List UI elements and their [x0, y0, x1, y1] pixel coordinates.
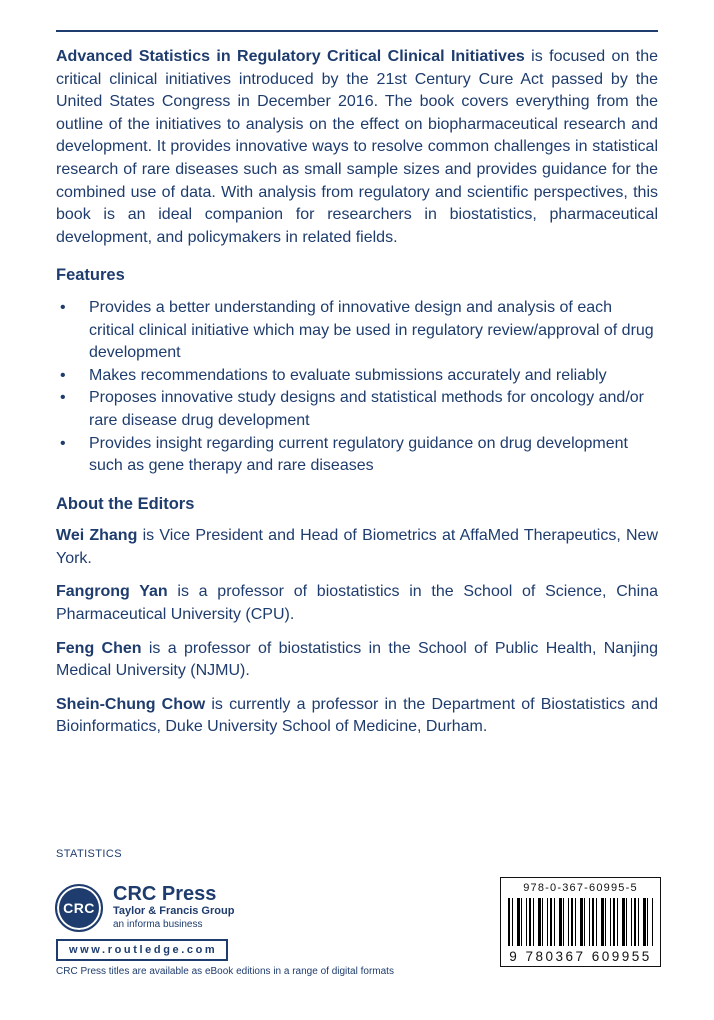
editor-text: is a professor of biostatistics in the School of Science, China Pharmaceutical University (CPU).	[56, 583, 658, 624]
feature-text: Proposes innovative study designs and statistical methods for oncology and/or rare disease drug development	[89, 389, 644, 429]
editor-text: is Vice President and Head of Biometrics at AffaMed Therapeutics, New York.	[56, 527, 659, 567]
book-description	[56, 46, 658, 249]
publisher-group: Taylor & Francis Group	[113, 905, 235, 918]
editor-name: Feng Chen	[56, 639, 142, 657]
isbn-number-bottom: 9 780367 609955	[509, 949, 652, 964]
editor-name: Shein-Chung Chow	[56, 695, 206, 713]
ebook-availability-note: CRC Press titles are available as eBook editions in a range of digital formats	[56, 966, 394, 977]
feature-text: Makes recommendations to evaluate submissions accurately and reliably	[89, 366, 607, 384]
publisher-website: www.routledge.com	[56, 939, 228, 961]
bullet-icon: •	[60, 389, 66, 407]
publisher-text	[113, 884, 234, 931]
bullet-icon: •	[60, 298, 66, 316]
isbn-number-top: 978-0-367-60995-5	[523, 882, 638, 894]
list-item	[56, 297, 658, 365]
list-item	[56, 365, 658, 388]
editor-bio	[56, 694, 658, 739]
features-list	[56, 297, 658, 478]
feature-text: Provides a better understanding of innovative design and analysis of each critical clinical initiative which may be used in regulatory review/approval of drug development	[89, 298, 654, 362]
crc-logo-icon: CRC	[55, 884, 103, 932]
editor-name: Fangrong Yan	[56, 583, 168, 601]
publisher-logo-block	[55, 884, 234, 932]
editor-bio	[56, 525, 658, 570]
publisher-tagline: an informa business	[113, 919, 203, 931]
bullet-icon: •	[60, 434, 66, 452]
feature-text: Provides insight regarding current regulatory guidance on drug development such as gene therapy and rare diseases	[89, 434, 628, 475]
editor-text: is currently a professor in the Department of Biostatistics and Bioinformatics, Duke University School of Medicine, Durham.	[56, 695, 659, 736]
list-item	[56, 433, 658, 478]
editor-text: is a professor of biostatistics in the School of Public Health, Nanjing Medical University (NJMU).	[56, 639, 658, 680]
editor-bio	[56, 581, 658, 626]
features-heading: Features	[56, 266, 125, 285]
publisher-name: CRC Press	[113, 883, 217, 906]
book-title: Advanced Statistics in Regulatory Critical Clinical Initiatives	[56, 48, 525, 65]
bullet-icon: •	[60, 366, 66, 384]
editor-name: Wei Zhang	[56, 527, 138, 545]
isbn-barcode	[500, 877, 661, 967]
back-cover-content	[56, 46, 658, 750]
top-rule	[56, 30, 658, 32]
barcode-bars	[508, 898, 653, 946]
list-item	[56, 387, 658, 432]
editor-bio	[56, 638, 658, 683]
editors-heading: About the Editors	[56, 494, 195, 513]
category-label: STATISTICS	[56, 848, 122, 860]
description-text: is focused on the critical clinical initiatives introduced by the 21st Century Cure Act passed by the United States Congress in December 2016. The book covers everything from the outline of the initiatives to analysis on the effect on biopharmaceutical research and development. It provides innovative ways to resolve common challenges in statistical research of rare diseases such as small sample sizes and provides guidance for the combined use of data. With analysis from regulatory and scientific perspectives, this book is an ideal companion for researchers in biostatistics, pharmaceutical development, and policymakers in related fields.	[56, 48, 658, 246]
